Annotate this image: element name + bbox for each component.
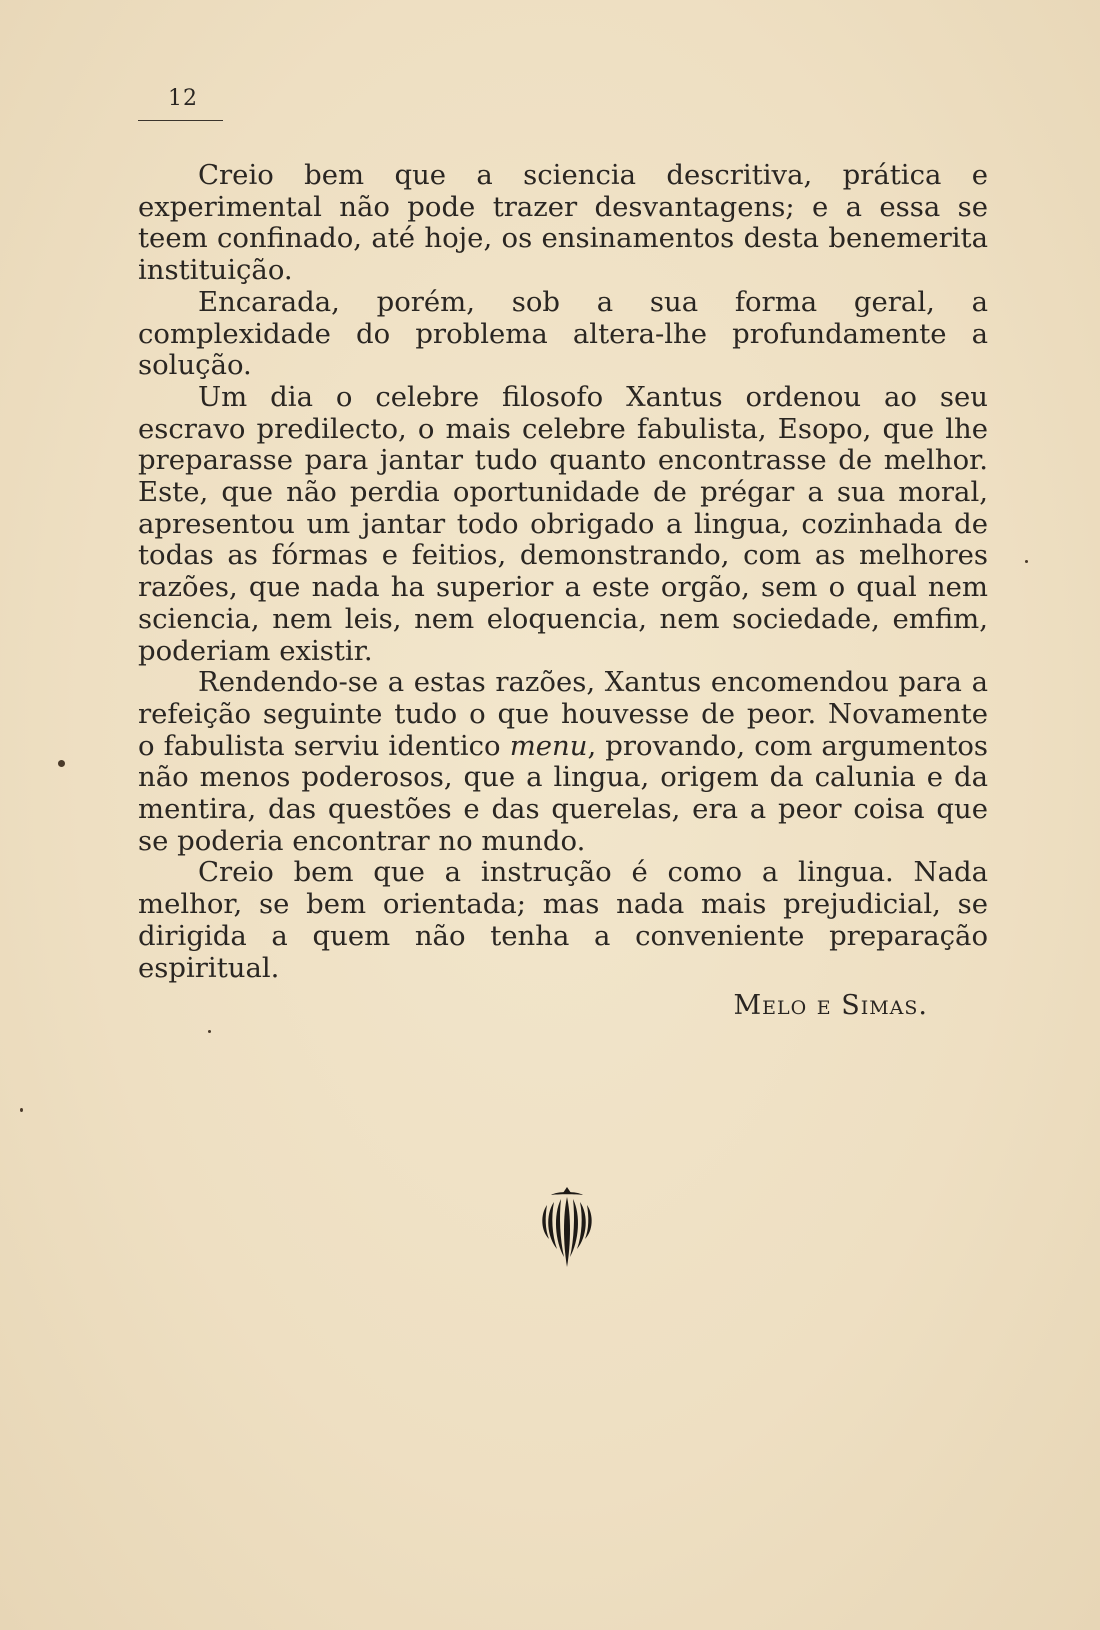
paper-speck [1025,560,1028,563]
paragraph-text: , provando, com argumentos não menos poderosos, que a lingua, origem da calunia e da mentira, das questões e das querelas, era a peor coisa que se poderia encontrar no mundo. [138,729,988,857]
paragraph-text: Um dia o celebre filosofo Xantus ordenou ao seu escravo predilecto, o mais celebre fabulista, Esopo, que lhe preparasse para jantar tudo quanto encontrasse de melhor. Este, que não perdia oportunidade de prégar a sua moral, apresentou um jantar todo obrigado a lingua, cozinhada de todas as fórmas e feitios, demonstrando, com as melhores razões, que nada ha superior a este orgão, sem o qual nem sciencia, nem leis, nem eloquencia, nem sociedade, emfim, poderiam existir. [138,380,988,667]
italic-word: menu [509,729,588,762]
paragraph [138,382,988,667]
paragraph [138,667,988,857]
body-text [138,160,988,984]
author-signature: Melo e Simas. [733,990,928,1021]
header-rule [138,120,223,121]
paper-speck [58,760,65,767]
paragraph [138,287,988,382]
paper-speck [208,1030,211,1033]
paragraph [138,857,988,984]
paragraph-text: Encarada, porém, sob a sua forma geral, a complexidade do problema altera-lhe profundamente a solução. [138,285,988,382]
paper-speck [20,1108,23,1112]
fleuron-icon [537,1185,597,1269]
page-number: 12 [168,86,198,111]
paragraph-text: Rendendo-se a estas razões, Xantus encomendou para a refeição seguinte tudo o que houvesse de peor. Novamente o fabulista serviu identico [138,666,988,762]
paragraph-text: Creio bem que a sciencia descritiva, prática e experimental não pode trazer desvantagens; e a essa se teem confinado, até hoje, os ensinamentos desta benemerita instituição. [138,159,988,287]
paragraph [138,160,988,287]
paragraph-text: Creio bem que a instrução é como a lingua. Nada melhor, se bem orientada; mas nada mais prejudicial, se dirigida a quem não tenha a conveniente preparação espiritual. [138,856,988,984]
